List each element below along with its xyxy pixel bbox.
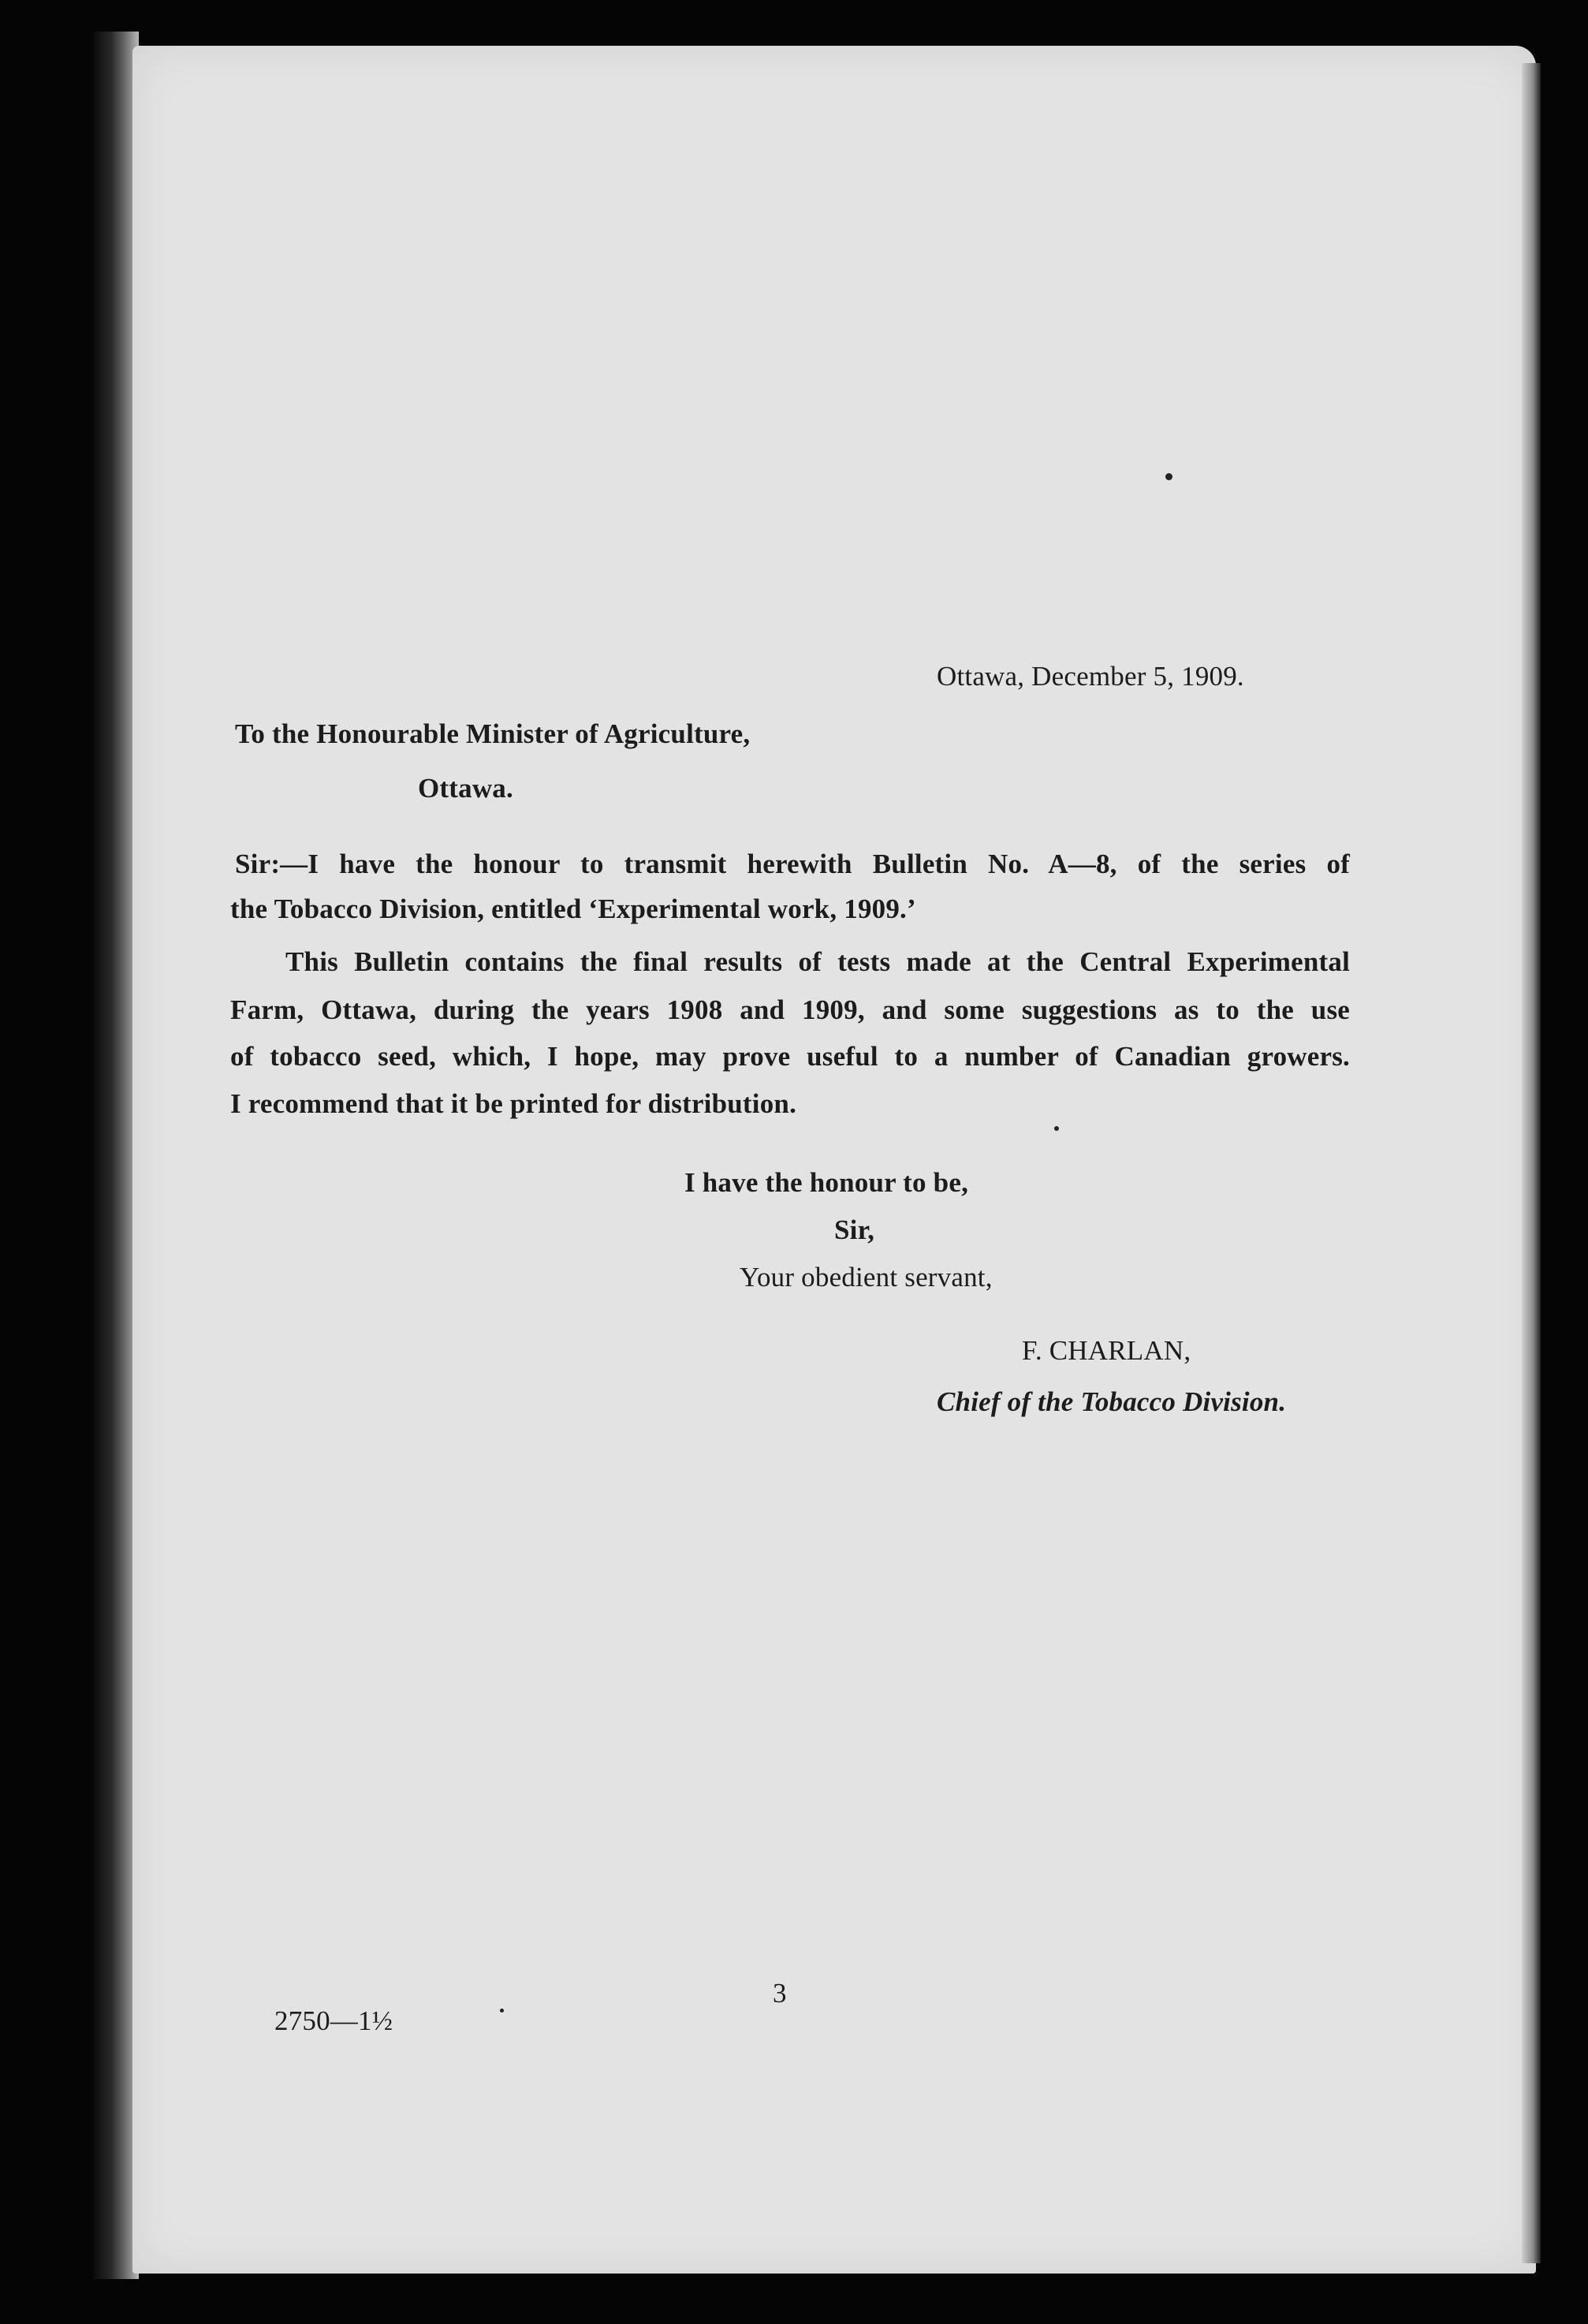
- paragraph-1-line-2: the Tobacco Division, entitled ‘Experimental work, 1909.’: [230, 893, 916, 924]
- document-page: [132, 46, 1536, 2274]
- signature-name: F. CHARLAN,: [1022, 1335, 1191, 1366]
- signature-title: Chief of the Tobacco Division.: [937, 1386, 1287, 1417]
- paragraph-2-line-1: This Bulletin contains the final results of tests made at the Central Experimental: [285, 946, 1350, 977]
- specks: [500, 2009, 504, 2013]
- specks: [1165, 473, 1172, 480]
- closing-line-3: Your obedient servant,: [740, 1262, 993, 1293]
- addressee-city: Ottawa.: [418, 773, 513, 804]
- closing-line-1: I have the honour to be,: [684, 1167, 969, 1198]
- paragraph-2-line-3: of tobacco seed, which, I hope, may prove useful to a number of Canadian growers.: [230, 1041, 1350, 1072]
- page-number: 3: [773, 1978, 787, 2009]
- addressee-line: To the Honourable Minister of Agriculture,: [235, 718, 751, 749]
- specks: [1054, 1126, 1059, 1131]
- paragraph-2-line-4: I recommend that it be printed for distribution.: [230, 1088, 797, 1119]
- paragraph-1-line-1: Sir:—I have the honour to transmit herewith Bulletin No. A—8, of the series of: [235, 849, 1350, 879]
- paragraph-2-line-2: Farm, Ottawa, during the years 1908 and 1909, and some suggestions as to the use: [230, 994, 1350, 1025]
- page-edge: [1522, 63, 1541, 2263]
- signature-mark: 2750—1½: [274, 2005, 393, 2036]
- closing-line-2: Sir,: [834, 1214, 875, 1245]
- date-line: Ottawa, December 5, 1909.: [937, 661, 1244, 692]
